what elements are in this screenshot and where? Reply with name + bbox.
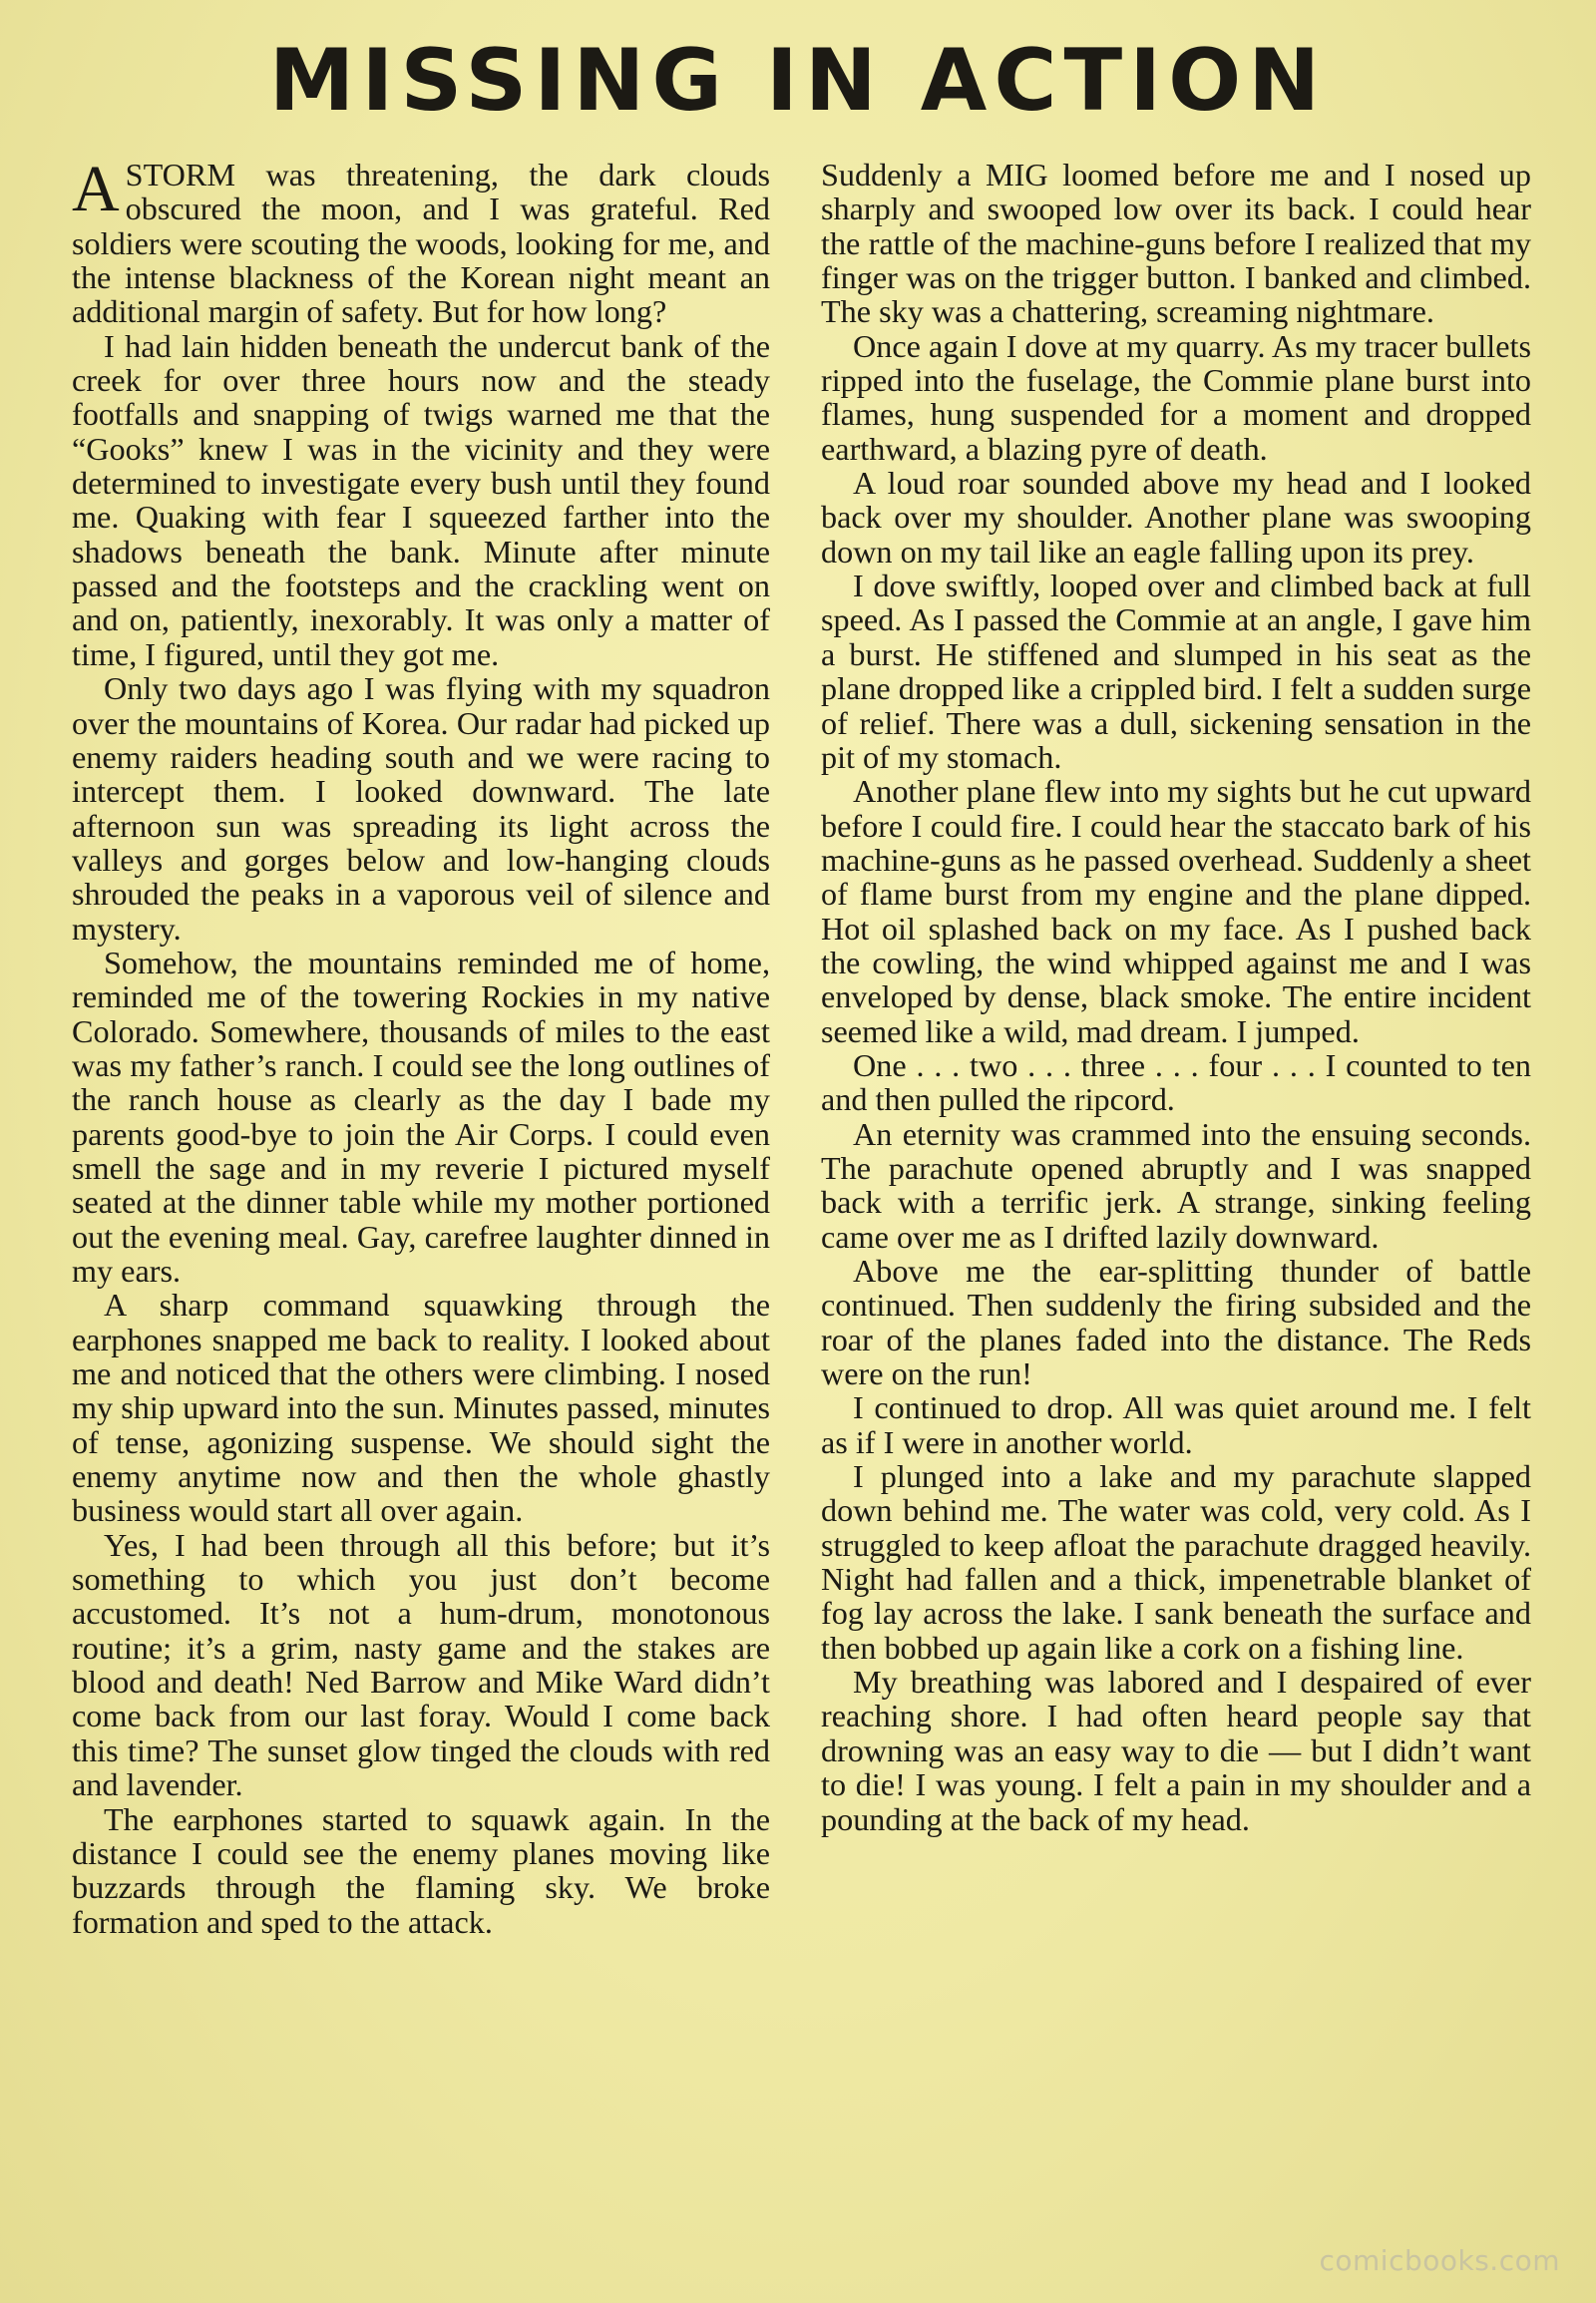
paragraph: A sharp command squawking through the earphones snapped me back to reality. I looked about me and noticed that the others were climbing. I nosed my ship upward into the sun. Minutes passed, minutes of tense, agonizing suspense. We should sight the enemy anytime now and then the whole ghastly business would start all over again. [72,1287,770,1529]
paragraph: Only two days ago I was flying with my squadron over the mountains of Korea. Our radar had picked up enemy raiders heading south and we were racing to intercept them. I looked downward. The late afternoon sun was spreading its light across the valleys and gorges below and low-hanging clouds shrouded the peaks in a vaporous veil of silence and mystery. [72,670,770,947]
paragraph: An eternity was crammed into the ensuing seconds. The parachute opened abruptly and I was snapped back with a terrific jerk. A strange, sinking feeling came over me as I drifted lazily downward. [821,1115,1531,1255]
paragraph: My breathing was labored and I despaired of ever reaching shore. I had often heard people say that drowning was an easy way to die — but I didn’t want to die! I was young. I felt a pain in my shoulder and a pounding at the back of my head. [821,1664,1531,1837]
paragraph: I plunged into a lake and my parachute slapped down behind me. The water was cold, very cold. As I struggled to keep afloat the parachute dragged heavily. Night had fallen and a thick, impenetrable blanket of fog lay across the lake. I sank beneath the surface and then bobbed up again like a cork on a fishing line. [821,1458,1531,1666]
paragraph: Suddenly a MIG loomed before me and I nosed up sharply and swooped low over its back. I could hear the rattle of the machine-guns before I realized that my finger was on the trigger button. I banked and climbed. The sky was a chattering, screaming nightmare. [821,157,1531,330]
site-watermark: comicbooks.com [1319,2244,1560,2277]
paragraph: I continued to drop. All was quiet around me. I felt as if I were in another world. [821,1389,1531,1460]
paragraph: I dove swiftly, looped over and climbed back at full speed. As I passed the Commie at an angle, I gave him a burst. He stiffened and slumped in his seat as the plane dropped like a crippled bird. I felt a sudden surge of relief. There was a dull, sickening sensation in the pit of my stomach. [821,568,1531,775]
story-title: MISSING IN ACTION [268,31,1328,131]
left-text-column [72,153,770,1940]
paragraph: One . . . two . . . three . . . four . . . I counted to ten and then pulled the ripcord. [821,1046,1531,1118]
paragraph: Another plane flew into my sights but he cut upward before I could fire. I could hear the staccato bark of his machine-guns as he passed overhead. Suddenly a sheet of flame burst from my engine and the plane dipped. Hot oil splashed back on my face. As I pushed back the cowling, the wind whipped against me and I was enveloped by dense, black smoke. The entire incident seemed like a wild, mad dream. I jumped. [821,773,1531,1049]
paragraph [72,153,770,330]
right-text-column [821,158,1531,1836]
paragraph: A loud roar sounded above my head and I looked back over my shoulder. Another plane was swooping down on my tail like an eagle falling upon its prey. [821,465,1531,570]
paragraph: Above me the ear-splitting thunder of battle continued. Then suddenly the firing subsided and the roar of the planes faded into the distance. The Reds were on the run! [821,1253,1531,1392]
paragraph: Yes, I had been through all this before; but it’s something to which you just don’t become accustomed. It’s not a hum-drum, monotonous routine; it’s a grim, nasty game and the stakes are blood and death! Ned Barrow and Mike Ward didn’t come back from our last foray. Would I come back this time? The sunset glow tinged the clouds with red and lavender. [72,1526,770,1803]
paragraph: Once again I dove at my quarry. As my tracer bullets ripped into the fuselage, the Commie plane burst into flames, hung suspended for a moment and dropped earthward, a blazing pyre of death. [821,327,1531,467]
paragraph: The earphones started to squawk again. In the distance I could see the enemy planes moving like buzzards through the flaming sky. We broke formation and sped to the attack. [72,1800,770,1940]
paragraph-text: STORM was threatening, the dark clouds obscured the moon, and I was grateful. Red soldiers were scouting the woods, looking for me, and the intense blackness of the Korean night meant an additional margin of safety. But for how long? [72,157,770,330]
drop-cap: A [72,153,120,225]
paragraph: Somehow, the mountains reminded me of home, reminded me of the towering Rockies in my native Colorado. Somewhere, thousands of miles to the east was my father’s ranch. I could see the long outlines of the ranch house as clearly as the day I bade my parents good-bye to join the Air Corps. I could even smell the sage and in my reverie I pictured myself seated at the dinner table while my mother portioned out the evening meal. Gay, carefree laughter dinned in my ears. [72,944,770,1289]
paragraph: I had lain hidden beneath the undercut bank of the creek for over three hours now and the steady footfalls and snapping of twigs warned me that the “Gooks” knew I was in the vicinity and they were determined to investigate every bush until they found me. Quaking with fear I squeezed farther into the shadows beneath the bank. Minute after minute passed and the footsteps and the crackling went on and on, patiently, inexorably. It was only a matter of time, I figured, until they got me. [72,327,770,672]
